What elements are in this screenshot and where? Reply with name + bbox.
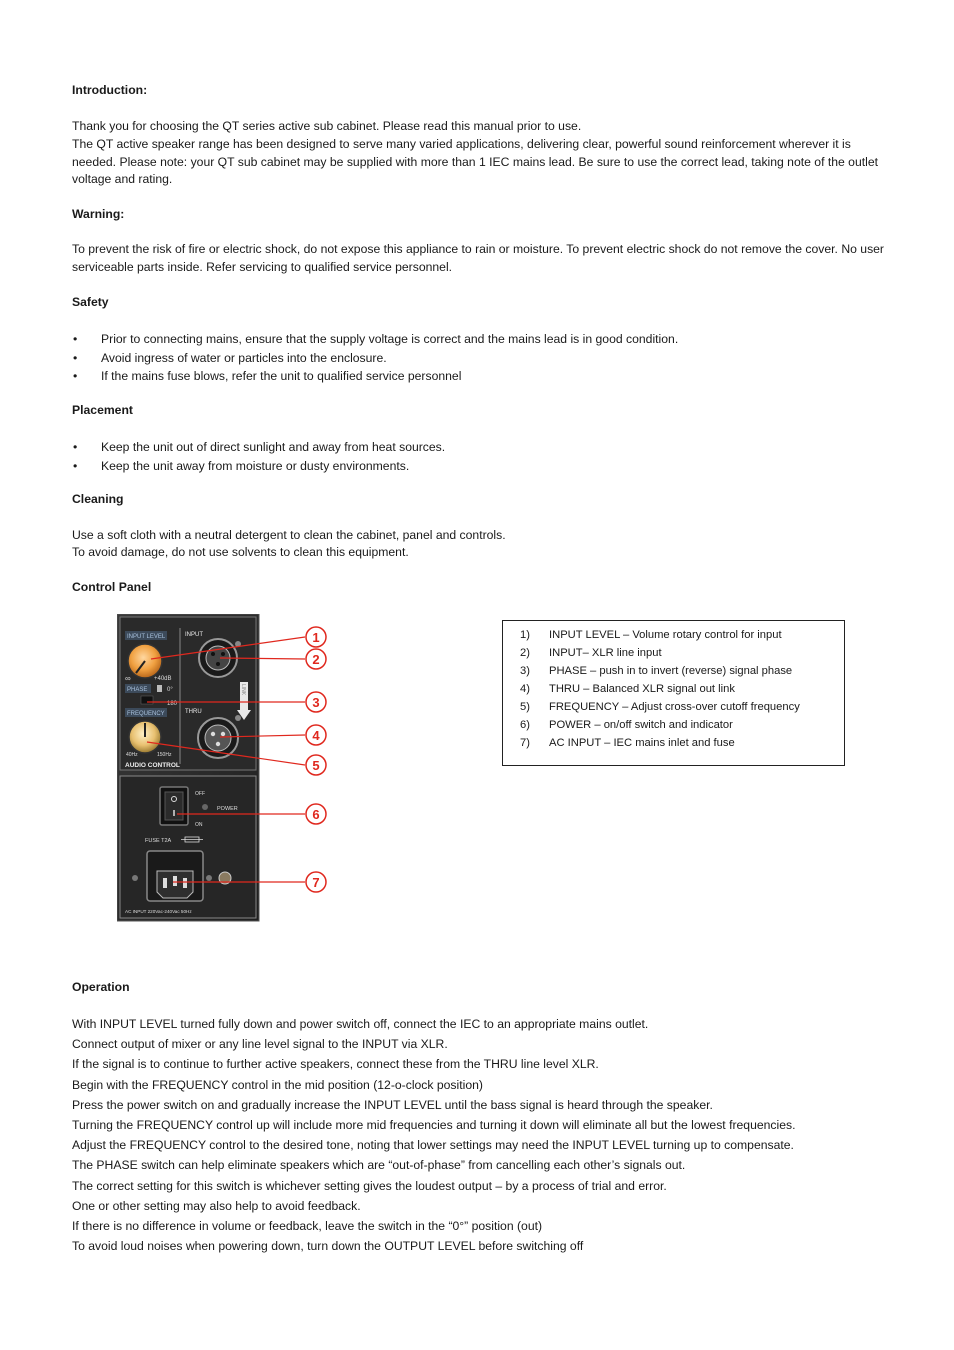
xlr-pin-icon [211,732,215,736]
operation-line: The PHASE switch can help eliminate speakers which are “out-of-phase” from cancelling each other’s signals out. [72,1158,686,1173]
screw-icon [235,715,241,721]
fuse-label: FUSE T2A [145,838,172,844]
callout-number-5: 5 [312,758,320,773]
list-item: • Keep the unit away from moisture or dusty environments. [73,458,410,473]
level-max-label: +40dB [154,676,172,682]
thru-xlr-inner [205,725,231,751]
operation-line: Adjust the FREQUENCY control to the desired tone, noting that lower settings may need the INPUT LEVEL turning up to compensate. [72,1138,794,1153]
placement-list [72,438,445,475]
warning-heading: Warning: [72,207,125,221]
level-min-label: ∞ [125,674,131,683]
xlr-pin-icon [216,662,220,666]
callout-number-7: 7 [312,875,320,890]
cleaning-heading: Cleaning [72,492,124,506]
input-level-label: INPUT LEVEL [127,634,166,640]
freq-min-label: 40Hz [126,752,138,758]
operation-line: Press the power switch on and gradually increase the INPUT LEVEL until the bass signal is heard through the speaker. [72,1097,713,1112]
operation-line: Turning the FREQUENCY control up will include more mid frequencies and turning it down will eliminate all but the lowest frequencies. [72,1118,796,1133]
callout-number-6: 6 [312,807,320,822]
power-indicator-led [202,804,208,810]
list-item: • Prior to connecting mains, ensure that the supply voltage is correct and the mains lead is in good condition. [73,332,679,346]
operation-line: With INPUT LEVEL turned fully down and power switch off, connect the IEC to an appropriate mains outlet. [72,1017,649,1031]
callout-number-3: 3 [312,695,320,710]
list-item: • Keep the unit out of direct sunlight and away from heat sources. [73,440,446,454]
control-panel-diagram [117,614,337,924]
off-label: OFF [195,791,205,797]
frequency-label: FREQUENCY [127,711,165,717]
control-panel-heading: Control Panel [72,580,152,594]
callout-markers [306,627,326,892]
list-item: • Avoid ingress of water or particles into the enclosure. [73,350,387,365]
operation-line: Connect output of mixer or any line level signal to the INPUT via XLR. [72,1037,448,1052]
xlr-pin-icon [221,732,225,736]
introduction-line-2: The QT active speaker range has been designed to serve many varied applications, delivering clear, powerful sound reinforcement wherever it is needed. Please note: your QT sub cabinet may be supplied with more than 1 IEC mains lead. Be sure to use the correct lead, taking note of the outlet voltage and rating. [72,137,878,186]
control-legend-box: 1) INPUT LEVEL – Volume rotary control for input 2) INPUT– XLR line input 3) PHASE – push in to invert (reverse) signal phase 4) THRU – Balanced XLR signal out link 5) FREQUENCY – Adjust cross-over cutoff frequency 6) POWER – on/off switch and indicator 7) AC INPUT – IEC mains inlet and fuse [502,620,845,766]
iec-pin-icon [163,878,167,888]
audio-control-label: AUDIO CONTROL [125,762,180,769]
callout-number-4: 4 [312,728,320,743]
link-label: LINK [240,684,246,696]
placement-heading: Placement [72,403,133,417]
callout-number-2: 2 [312,652,320,667]
warning-text: To prevent the risk of fire or electric shock, do not expose this appliance to rain or moisture. To prevent electric shock do not remove the cover. No user serviceable parts inside. Refer servicing to qualified service personnel. [72,242,884,274]
xlr-pin-icon [211,652,215,656]
screw-icon [206,875,212,881]
bullet-icon: • [73,458,78,473]
operation-line: Begin with the FREQUENCY control in the mid position (12-o-clock position) [72,1077,483,1092]
safety-heading: Safety [72,295,109,309]
bullet-icon: • [73,350,78,365]
on-label: ON [195,822,203,828]
phase-button [141,696,153,704]
bullet-icon: • [73,440,78,454]
operation-heading: Operation [72,980,130,994]
operation-line: If there is no difference in volume or feedback, leave the switch in the “0°” position (out) [72,1219,543,1234]
introduction-line-1: Thank you for choosing the QT series active sub cabinet. Please read this manual prior to use. [72,119,582,133]
phase-label: PHASE [127,687,148,693]
screw-icon [132,875,138,881]
power-label: POWER [217,806,238,812]
operation-line: To avoid loud noises when powering down, turn down the OUTPUT LEVEL before switching off [72,1239,584,1254]
introduction-heading: Introduction: [72,83,148,97]
operation-line: If the signal is to continue to further active speakers, connect these from the THRU line level XLR. [72,1057,599,1072]
list-item: • If the mains fuse blows, refer the unit to qualified service personnel [73,369,462,383]
phase-0-label: 0° [167,687,173,693]
phase-switch [157,685,162,692]
ac-input-label: AC INPUT 220Vac-240Vac 50Hz [125,909,192,914]
freq-max-label: 150Hz [157,752,172,758]
safety-list [72,330,678,386]
operation-line: The correct setting for this switch is whichever setting gives the loudest output – by a process of trial and error. [72,1178,667,1193]
iec-pin-icon [173,876,177,886]
operation-line: One or other setting may also help to avoid feedback. [72,1198,361,1213]
thru-label: THRU [185,709,202,715]
bullet-icon: • [73,369,78,383]
input-label: INPUT [185,632,203,638]
callout-number-1: 1 [312,630,320,645]
bullet-icon: • [73,332,78,346]
phase-180-label: 180 [167,701,178,707]
cleaning-line-2: To avoid damage, do not use solvents to clean this equipment. [72,545,409,559]
cleaning-line-1: Use a soft cloth with a neutral detergent to clean the cabinet, panel and controls. [72,528,506,542]
operation-steps [72,1014,795,1256]
iec-pin-icon [183,878,187,888]
xlr-pin-icon [216,742,220,746]
xlr-pin-icon [221,652,225,656]
